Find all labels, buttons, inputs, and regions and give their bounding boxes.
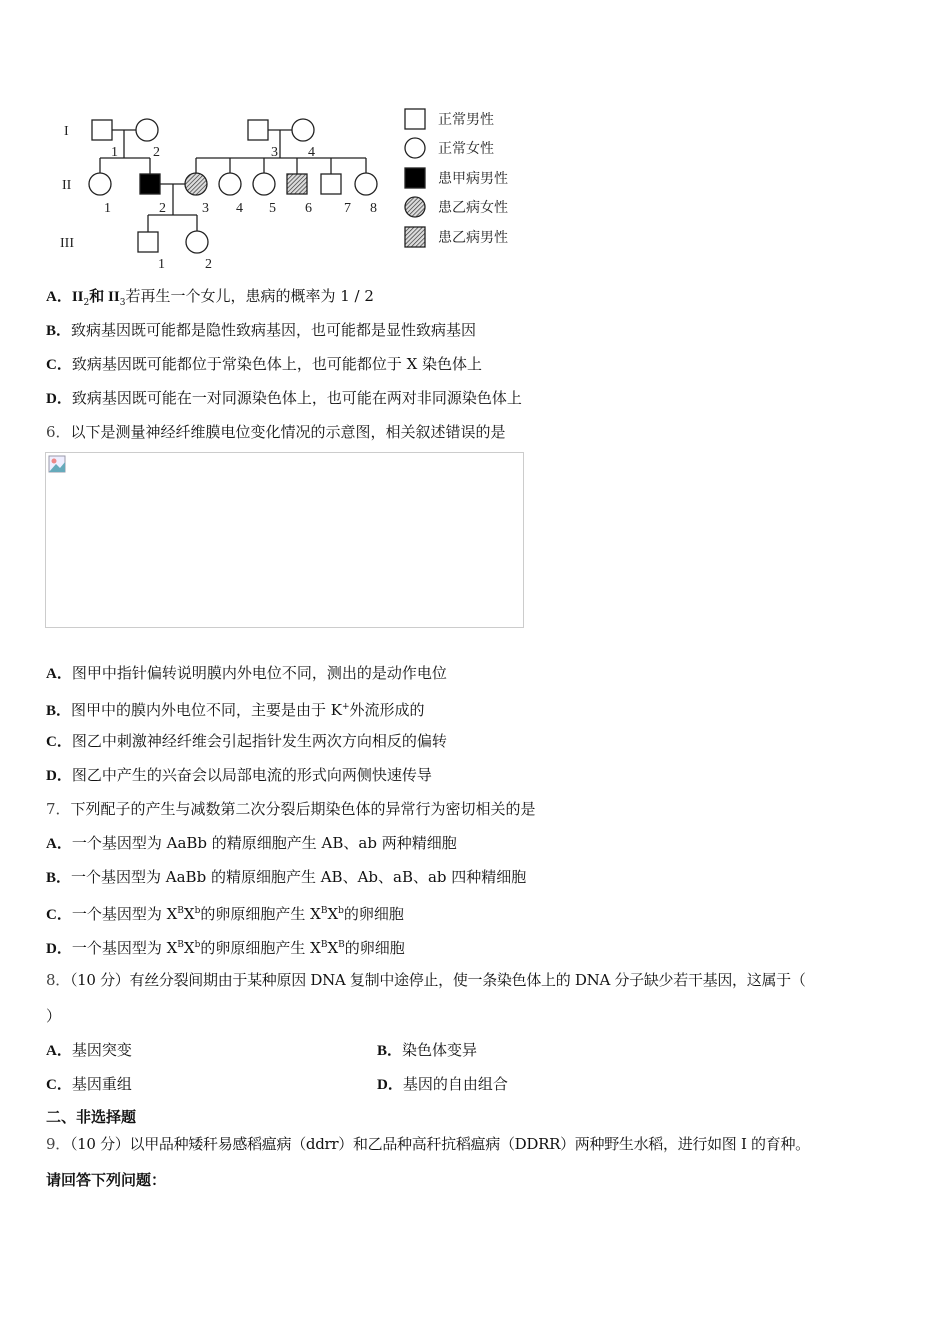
gen-label: II <box>62 178 72 193</box>
legend-label: 患乙病男性 <box>438 231 508 246</box>
q5-option-a: A．$II_2$和 $II_3$若再生一个女儿，患病的概率为 1 / 2 <box>46 287 374 308</box>
q5-option-d: D．致病基因既可能在一对同源染色体上，也可能在两对非同源染色体上 <box>46 389 522 407</box>
q7-option-d: D．一个基因型为 $X^BX^b$的卵原细胞产生 $X^BX^B$的卵细胞 <box>46 939 405 957</box>
pedigree-III-1 <box>138 232 158 252</box>
pedigree-III-2 <box>186 231 208 253</box>
pedigree-II-5 <box>253 173 275 195</box>
ind-num: 6 <box>305 201 312 216</box>
q8-option-d: D．基因的自由组合 <box>377 1075 508 1093</box>
q6-figure-placeholder <box>45 452 524 628</box>
q9-stem: 9．（10 分）以甲品种矮秆易感稻瘟病（ddrr）和乙品种高秆抗稻瘟病（DDRR）两种野生水稻，进行如图 I 的育种。 <box>46 1135 810 1153</box>
pedigree-I-2 <box>136 119 158 141</box>
pedigree-I-3 <box>248 120 268 140</box>
ind-num: 2 <box>159 201 166 216</box>
pedigree-II-8 <box>355 173 377 195</box>
q6-option-a: A．图甲中指针偏转说明膜内外电位不同，测出的是动作电位 <box>46 664 447 682</box>
ind-num: 1 <box>111 145 118 160</box>
legend-label: 患乙病女性 <box>438 201 508 216</box>
pedigree-II-2 <box>140 174 160 194</box>
ind-num: 8 <box>370 201 377 216</box>
legend-disease-a-male-icon <box>405 168 425 188</box>
ind-num: 3 <box>202 201 209 216</box>
q7-option-a: A．一个基因型为 AaBb 的精原细胞产生 AB、ab 两种精细胞 <box>46 834 457 852</box>
ind-num: 7 <box>344 201 351 216</box>
gen-label: III <box>60 236 74 251</box>
gen-label: I <box>64 124 69 139</box>
ind-num: 2 <box>205 257 212 270</box>
legend-label: 患甲病男性 <box>438 172 508 187</box>
pedigree-II-4 <box>219 173 241 195</box>
ind-num: 2 <box>153 145 160 160</box>
q6-option-c: C．图乙中刺激神经纤维会引起指针发生两次方向相反的偏转 <box>46 732 447 750</box>
q9-prompt: 请回答下列问题： <box>46 1173 167 1189</box>
pedigree-diagram <box>40 100 540 270</box>
ind-num: 5 <box>269 201 276 216</box>
ind-num: 4 <box>308 145 315 160</box>
broken-image-icon <box>48 455 66 473</box>
q5-option-b: B．致病基因既可能都是隐性致病基因，也可能都是显性致病基因 <box>46 321 477 339</box>
legend-label: 正常女性 <box>438 142 494 157</box>
section-heading: 二、非选择题 <box>46 1110 137 1126</box>
pedigree-II-1 <box>89 173 111 195</box>
q7-option-c: C．一个基因型为 $X^BX^b$的卵原细胞产生 $X^BX^b$的卵细胞 <box>46 905 404 923</box>
q7-option-b: B．一个基因型为 AaBb 的精原细胞产生 AB、Ab、aB、ab 四种精细胞 <box>46 868 527 886</box>
pedigree-I-1 <box>92 120 112 140</box>
legend-disease-b-male-icon <box>405 227 425 247</box>
q5-option-c: C．致病基因既可能都位于常染色体上，也可能都位于 X 染色体上 <box>46 355 483 373</box>
ind-num: 1 <box>158 257 165 270</box>
legend-normal-female-icon <box>405 138 425 158</box>
legend-disease-b-female-icon <box>405 197 425 217</box>
q8-option-a: A．基因突变 <box>46 1041 132 1059</box>
pedigree-I-4 <box>292 119 314 141</box>
ind-num: 3 <box>271 145 278 160</box>
q6-option-d: D．图乙中产生的兴奋会以局部电流的形式向两侧快速传导 <box>46 766 432 784</box>
q7-stem: 7．下列配子的产生与减数第二次分裂后期染色体的异常行为密切相关的是 <box>46 800 536 818</box>
q8-option-c: C．基因重组 <box>46 1075 132 1093</box>
pedigree-II-6 <box>287 174 307 194</box>
ind-num: 4 <box>236 201 243 216</box>
ind-num: 1 <box>104 201 111 216</box>
q6-stem: 6．以下是测量神经纤维膜电位变化情况的示意图，相关叙述错误的是 <box>46 423 506 441</box>
q6-option-b: B．图甲中的膜内外电位不同，主要是由于 K+外流形成的 <box>46 701 425 719</box>
pedigree-II-3 <box>185 173 207 195</box>
q8-stem: 8．（10 分）有丝分裂间期由于某种原因 DNA 复制中途停止，使一条染色体上的 DNA 分子缺少若干基因，这属于（ <box>46 971 806 989</box>
legend-normal-male-icon <box>405 109 425 129</box>
pedigree-II-7 <box>321 174 341 194</box>
legend-label: 正常男性 <box>438 113 494 128</box>
q8-option-b: B．染色体变异 <box>377 1041 478 1059</box>
q8-close-paren: ） <box>46 1007 62 1025</box>
